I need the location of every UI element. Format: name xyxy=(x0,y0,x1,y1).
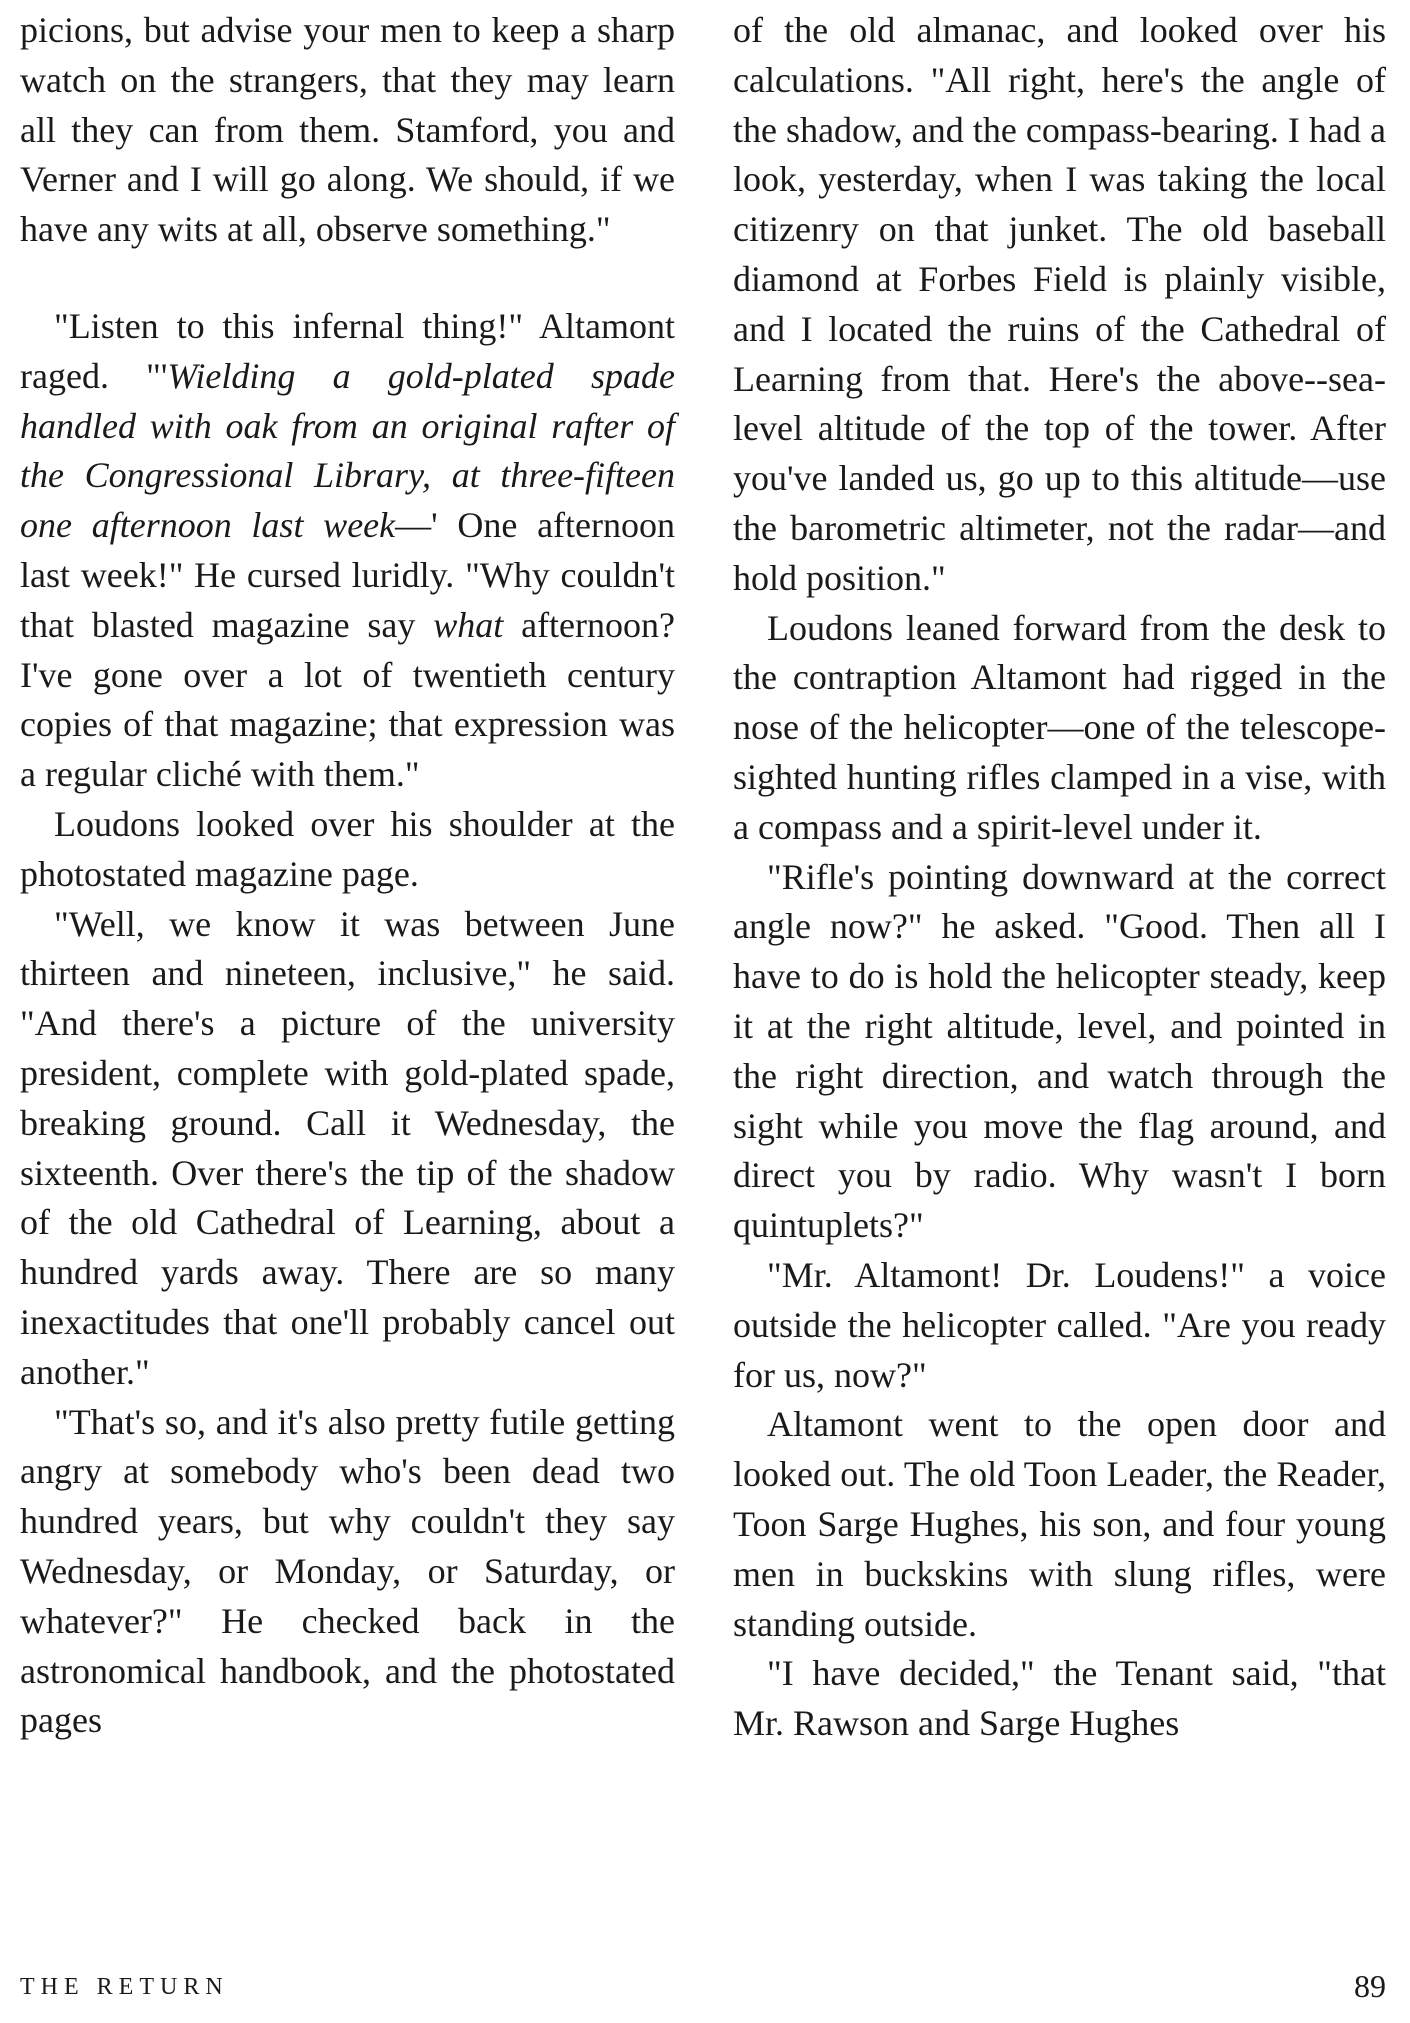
paragraph: Altamont went to the open door and looked out. The old Toon Leader, the Reader, Toon Sarge Hughes, his son, and four young men in buckskins with slung rifles, were standing outside. xyxy=(733,1404,1386,1644)
paragraph: "That's so, and it's also pretty futile getting angry at somebody who's been dead two hundred years, but why couldn't they say Wednesday, or Monday, or Saturday, or whatever?" He checked back in the astronomical handbook, and the photostated pages xyxy=(20,1401,675,1741)
italic-word: what xyxy=(433,604,504,645)
page-number: 89 xyxy=(1354,1968,1386,2004)
text-span: afternoon? I've gone over a lot of twentieth century copies of that magazine; that expression was a regular cliché with them." xyxy=(20,604,676,795)
text-span: —' One afternoon last week!" He cursed luridly. "Why couldn't that blasted magazine say xyxy=(20,505,676,645)
running-title: THE RETURN xyxy=(20,1974,229,2000)
right-column xyxy=(733,6,1386,1749)
text-span: "Listen to this infernal thing!" Altamont raged. "' xyxy=(20,305,675,396)
page-footer xyxy=(20,1968,1386,2008)
paragraph: of the old almanac, and looked over his calculations. "All right, here's the angle of the shadow, and the compass-bearing. I had a look, yesterday, when I was taking the local citizenry on that junket. The old baseball diamond at Forbes Field is plainly visible, and I located the ruins of the Cathedral of Learning from that. Here's the above--sea-level altitude of the top of the tower. After you've landed us, go up to this altitude—use the barometric altimeter, not the radar—and hold position." xyxy=(733,10,1386,598)
paragraph: "Well, we know it was between June thirteen and nineteen, inclusive," he said. "And there's a picture of the university president, complete with gold-plated spade, breaking ground. Call it Wednesday, the sixteenth. Over there's the tip of the shadow of the old Cathedral of Learning, about a hundred yards away. There are so many inexactitudes that one'll probably cancel out another." xyxy=(20,903,675,1392)
paragraph xyxy=(20,302,675,800)
paragraph: Loudons leaned forward from the desk to the contraption Altamont had rigged in the nose of the helicopter—one of the telescope-sighted hunting rifles clamped in a vise, with a compass and a spirit-level under it. xyxy=(733,607,1386,847)
paragraph: picions, but advise your men to keep a sharp watch on the strangers, that they may learn all they can from them. Stamford, you and Verner and I will go along. We should, if we have any wits at all, observe something." xyxy=(20,10,675,250)
paragraph: "Mr. Altamont! Dr. Loudens!" a voice outside the helicopter called. "Are you ready for us, now?" xyxy=(733,1254,1386,1395)
paragraph: "I have decided," the Tenant said, "that Mr. Rawson and Sarge Hughes xyxy=(733,1653,1386,1744)
italic-quote: Wielding a gold-plated spade handled with oak from an original rafter of the Congressional Library, at three-fifteen one afternoon last week xyxy=(20,355,675,546)
paragraph: Loudons looked over his shoulder at the photostated magazine page. xyxy=(20,803,675,894)
paragraph: "Rifle's pointing downward at the correct angle now?" he asked. "Good. Then all I have to do is hold the helicopter steady, keep it at the right altitude, level, and pointed in the right direction, and watch through the sight while you move the flag around, and direct you by radio. Why wasn't I born quintuplets?" xyxy=(733,856,1386,1246)
left-column xyxy=(20,6,675,1746)
